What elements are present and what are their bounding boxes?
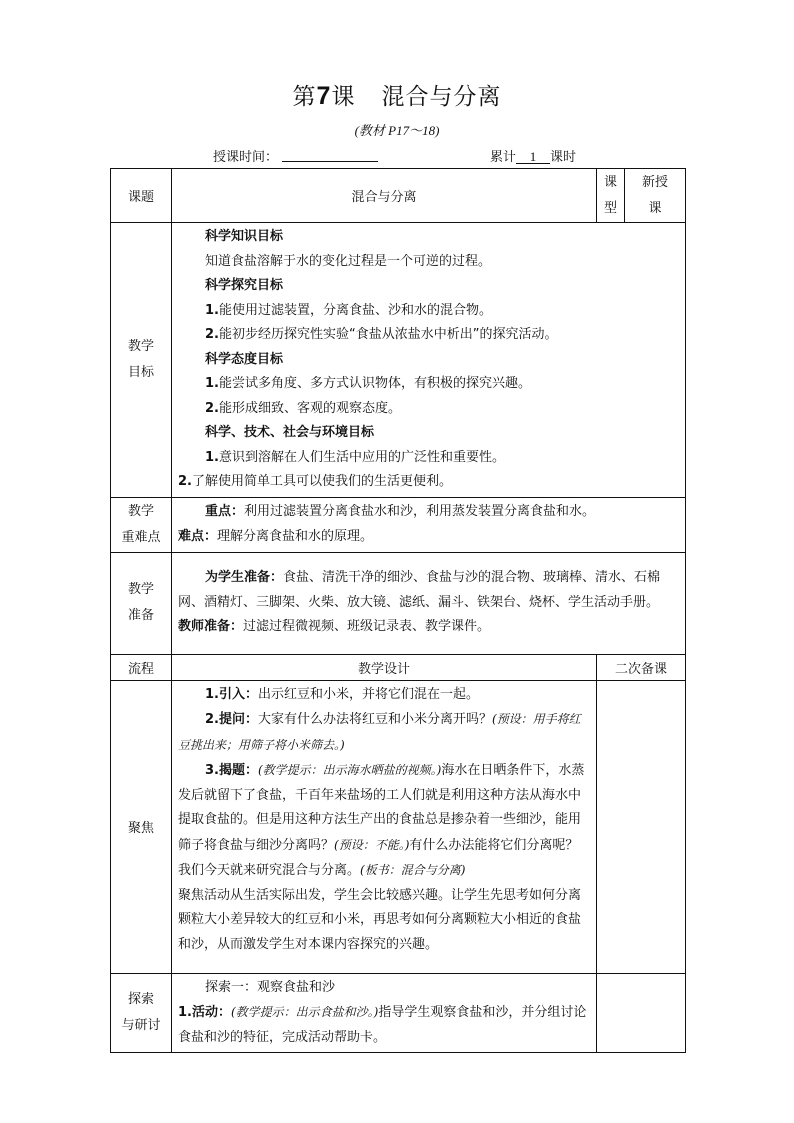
objectives-row — [111, 223, 686, 498]
keypoints-row — [111, 497, 686, 552]
stse-item-1-num: 1. — [205, 449, 219, 465]
explore-activity-label: 1.活动： — [178, 1005, 231, 1020]
total-label: 累计 — [490, 150, 517, 165]
title-name: 混合与分离 — [381, 84, 502, 110]
stse-item-2 — [178, 470, 679, 495]
objectives-label-line-2: 目标 — [127, 364, 154, 380]
focus-step-3-hint-1: (教学提示：出示海水晒盐的视频。) — [257, 763, 442, 777]
inquiry-item-2 — [178, 323, 679, 348]
explore-activity-hint: (教学提示：出示食盐和沙。) — [230, 1005, 379, 1019]
title-prefix: 第 — [292, 84, 317, 110]
type-label-line-2: 型 — [604, 200, 618, 216]
objectives-content — [172, 223, 686, 498]
inquiry-item-1-text: 能使用过滤装置，分离食盐、沙和水的混合物。 — [218, 302, 492, 318]
title-suffix: 课 — [331, 84, 356, 110]
focus-content — [172, 680, 597, 973]
attitude-item-2-text: 能形成细致、客观的观察态度。 — [218, 400, 401, 416]
textbook-pages: (教材 P17～18) — [354, 123, 440, 138]
explore-label-line-1: 探索 — [127, 991, 154, 1007]
type-value-line-1: 新授 — [642, 174, 669, 190]
explore-heading: 探索一：观察食盐和沙 — [205, 979, 336, 995]
type-label — [597, 169, 625, 223]
stse-item-1-text: 意识到溶解在人们生活中应用的广泛性和重要性。 — [218, 449, 505, 465]
prep-label — [111, 552, 172, 654]
key-point — [178, 500, 679, 525]
second-prep-header: 二次备课 — [597, 654, 686, 680]
attitude-item-2 — [178, 397, 679, 422]
focus-step-3-hint-2: (预设：不能。) — [334, 837, 410, 852]
attitude-item-1-text: 能尝试多角度、多方式认识物体，有积极的探究兴趣。 — [218, 376, 531, 391]
student-prep-label: 为学生准备： — [205, 570, 284, 586]
focus-step-2-text: 大家有什么办法将红豆和小米分离开吗？ — [257, 712, 492, 727]
stse-item-2-num: 2. — [178, 474, 192, 489]
hard-point-label: 难点： — [178, 528, 218, 544]
student-prep-text: 食盐、清洗干净的细沙、食盐与沙的混合物、玻璃棒、清水、石棉网、酒精灯、三脚架、火柴、放大镜、滤纸、漏斗、铁架台、烧杯、学生活动手册。 — [178, 570, 661, 610]
inquiry-heading: 科学探究目标 — [205, 278, 284, 293]
explore-label — [111, 973, 172, 1053]
focus-step-2 — [178, 707, 590, 758]
design-header-row — [111, 654, 686, 680]
objectives-label-line-1: 教学 — [127, 338, 154, 354]
knowledge-heading: 科学知识目标 — [205, 229, 284, 244]
keypoints-label-line-2: 重难点 — [121, 529, 161, 545]
prep-label-line-1: 教学 — [127, 582, 154, 597]
key-point-label: 重点： — [205, 504, 245, 519]
teaching-time — [213, 146, 378, 165]
prep-content — [172, 552, 686, 654]
type-value — [625, 169, 686, 223]
focus-row — [111, 680, 686, 973]
teacher-prep-label: 教师准备： — [178, 619, 244, 635]
explore-content — [172, 973, 597, 1053]
student-prep — [178, 566, 679, 615]
lesson-plan-table — [110, 168, 686, 1053]
keypoints-content — [172, 497, 686, 552]
focus-step-1 — [178, 683, 590, 708]
explore-activity-text: 指导学生观察食盐和沙，并分组讨论食盐和沙的特征，完成活动帮助卡。 — [178, 1005, 587, 1045]
focus-step-1-text: 出示红豆和小米，并将它们混在一起。 — [257, 686, 479, 702]
hard-point-text: 理解分离食盐和水的原理。 — [217, 528, 374, 544]
explore-second-prep — [597, 973, 686, 1053]
inquiry-item-1-num: 1. — [205, 302, 219, 318]
focus-step-2-label: 2.提问： — [205, 712, 258, 727]
topic-label: 课题 — [111, 169, 172, 223]
flow-header: 流程 — [111, 654, 172, 680]
type-label-line-1: 课 — [604, 174, 618, 190]
attitude-item-2-num: 2. — [205, 400, 219, 416]
title-number: 7 — [316, 82, 332, 110]
explore-row — [111, 973, 686, 1053]
focus-step-3 — [178, 758, 590, 884]
type-value-line-2: 课 — [648, 200, 662, 216]
keypoints-label — [111, 497, 172, 552]
teacher-prep — [178, 615, 679, 640]
focus-summary: 聚焦活动从生活实际出发，学生会比较感兴趣。让学生先思考如何分离颗粒大小差异较大的红豆和小米，再思考如何分离颗粒大小相近的食盐和沙，从而激发学生对本课内容探究的兴趣。 — [178, 887, 582, 952]
objectives-label — [111, 223, 172, 498]
inquiry-item-1 — [178, 299, 679, 324]
teacher-prep-text: 过滤过程微视频、班级记录表、教学课件。 — [243, 619, 491, 635]
total-hours — [490, 146, 576, 165]
focus-step-3-hint-3: (板书：混合与分离) — [360, 863, 466, 877]
hard-point — [178, 525, 679, 550]
focus-step-1-label: 1.引入： — [205, 686, 258, 702]
prep-label-line-2: 准备 — [127, 608, 154, 623]
focus-step-3-text-1: 海水在日晒条件下，水蒸发后就留下了食盐，千百年来盐场的工人们就是利用这种方法从海水中提取食盐的。但是用这种方法生产出的食盐总是掺杂着一些细沙，能用筛子将食盐与细沙分离吗？ — [178, 763, 585, 853]
focus-step-3-text-2: 有什么办法能将它们分离呢？我们今天就来研究混合与分离。 — [178, 837, 579, 878]
focus-step-2-hint: (预设：用手将红豆挑出来；用筛子将小米筛去。) — [178, 712, 581, 752]
topic-value: 混合与分离 — [172, 169, 597, 223]
inquiry-item-2-num: 2. — [205, 327, 219, 342]
attitude-item-1-num: 1. — [205, 376, 219, 391]
stse-item-1 — [178, 446, 679, 471]
prep-row — [111, 552, 686, 654]
keypoints-label-line-1: 教学 — [127, 503, 154, 519]
explore-activity — [178, 1000, 590, 1050]
total-value: 1 — [516, 150, 550, 164]
knowledge-text: 知道食盐溶解于水的变化过程是一个可逆的过程。 — [205, 253, 492, 269]
stse-item-2-text: 了解使用简单工具可以使我们的生活更便利。 — [191, 474, 452, 489]
topic-row — [111, 169, 686, 223]
explore-label-line-2: 与研讨 — [121, 1017, 161, 1033]
attitude-item-1 — [178, 372, 679, 397]
teaching-time-blank — [282, 149, 378, 162]
teaching-time-label: 授课时间： — [213, 150, 279, 165]
key-point-text: 利用过滤装置分离食盐水和沙，利用蒸发装置分离食盐和水。 — [244, 504, 596, 519]
total-unit: 课时 — [550, 150, 577, 165]
focus-second-prep — [597, 680, 686, 973]
attitude-heading: 科学态度目标 — [205, 351, 284, 367]
design-header: 教学设计 — [172, 654, 597, 680]
focus-label: 聚焦 — [111, 680, 172, 973]
focus-step-3-label: 3.揭题： — [205, 763, 258, 778]
lesson-title — [0, 78, 794, 111]
stse-heading: 科学、技术、社会与环境目标 — [205, 425, 375, 440]
inquiry-item-2-text: 能初步经历探究性实验“食盐从浓盐水中析出”的探究活动。 — [218, 327, 558, 342]
